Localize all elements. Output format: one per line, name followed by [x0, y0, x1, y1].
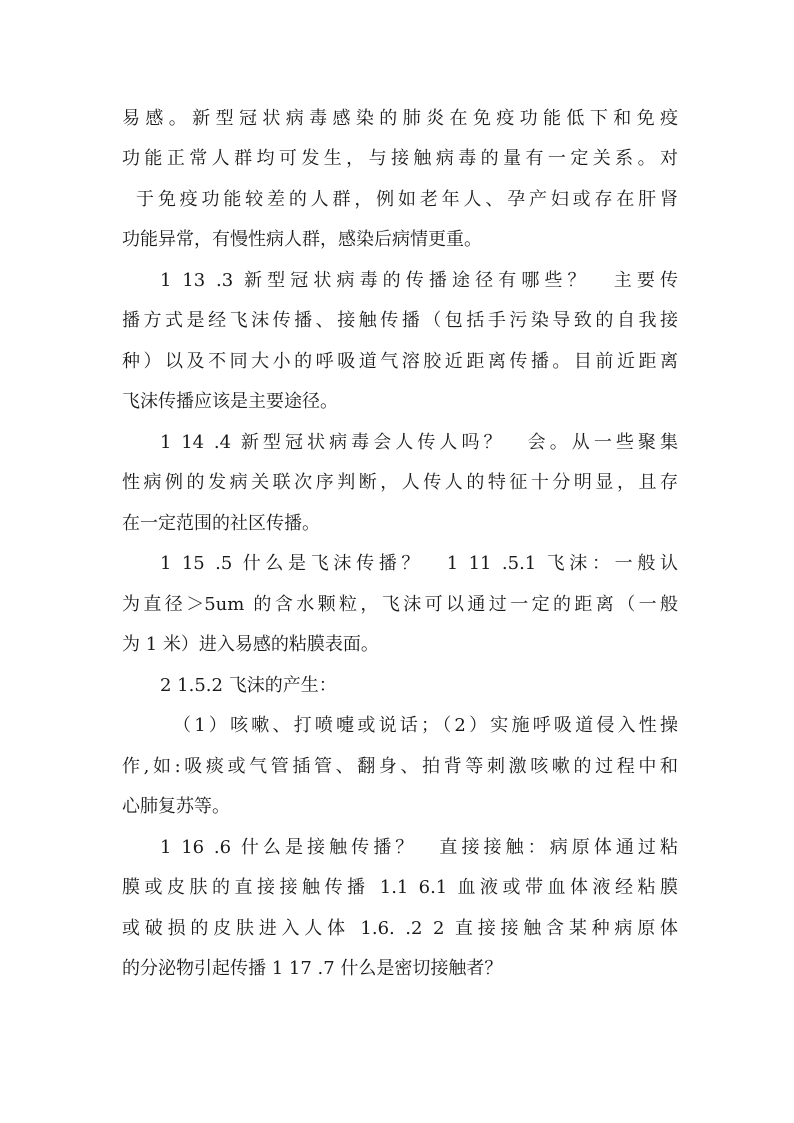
text-line: 心肺复苏等。 — [122, 796, 230, 817]
text-line: 飞沫传播应该是主要途径。 — [122, 391, 338, 412]
text-line: 为 1 米）进入易感的粘膜表面。 — [122, 634, 379, 655]
text-line: 功能正常人群均可发生，与接触病毒的量有一定关系。对 — [122, 148, 678, 169]
text-line: 易感。新型冠状病毒感染的肺炎在免疫功能低下和免疫 — [122, 108, 678, 129]
text-line: 功能异常，有慢性病人群，感染后病情更重。 — [122, 229, 482, 250]
section-heading-line: 1 13 .3 新型冠状病毒的传播途径有哪些？ 主要传 — [160, 270, 678, 291]
section-heading-line: 1 16 .6 什么是接触传播？ 直接接触：病原体通过粘 — [160, 837, 678, 858]
text-line: 于免疫功能较差的人群，例如老年人、孕产妇或存在肝肾 — [136, 189, 678, 210]
text-line: 播方式是经飞沫传播、接触传播（包括手污染导致的自我接 — [122, 310, 678, 331]
subsection-heading-line: 2 1.5.2 飞沫的产生： — [160, 675, 337, 696]
text-line: 性病例的发病关联次序判断，人传人的特征十分明显，且存 — [122, 472, 678, 493]
text-line: 在一定范围的社区传播。 — [122, 513, 320, 534]
text-line: 或破损的皮肤进入人体 1.6. .2 2 直接接触含某种病原体 — [122, 918, 678, 939]
text-line: 的分泌物引起传播 1 17 .7 什么是密切接触者？ — [122, 958, 503, 979]
text-line: 膜或皮肤的直接接触传播 1.1 6.1 血液或带血体液经粘膜 — [122, 877, 678, 898]
text-line: 为直径＞5um 的含水颗粒，飞沫可以通过一定的距离（一般 — [122, 594, 678, 615]
text-line: 作,如:吸痰或气管插管、翻身、拍背等刺激咳嗽的过程中和 — [122, 756, 678, 777]
section-heading-line: 1 15 .5 什么是飞沫传播？ 1 11 .5.1 飞沫：一般认 — [160, 553, 678, 574]
text-line: （1）咳嗽、打喷嚏或说话；（2）实施呼吸道侵入性操 — [173, 715, 678, 736]
text-line: 种）以及不同大小的呼吸道气溶胶近距离传播。目前近距离 — [122, 351, 678, 372]
section-heading-line: 1 14 .4 新型冠状病毒会人传人吗？ 会。从一些聚集 — [160, 432, 678, 453]
